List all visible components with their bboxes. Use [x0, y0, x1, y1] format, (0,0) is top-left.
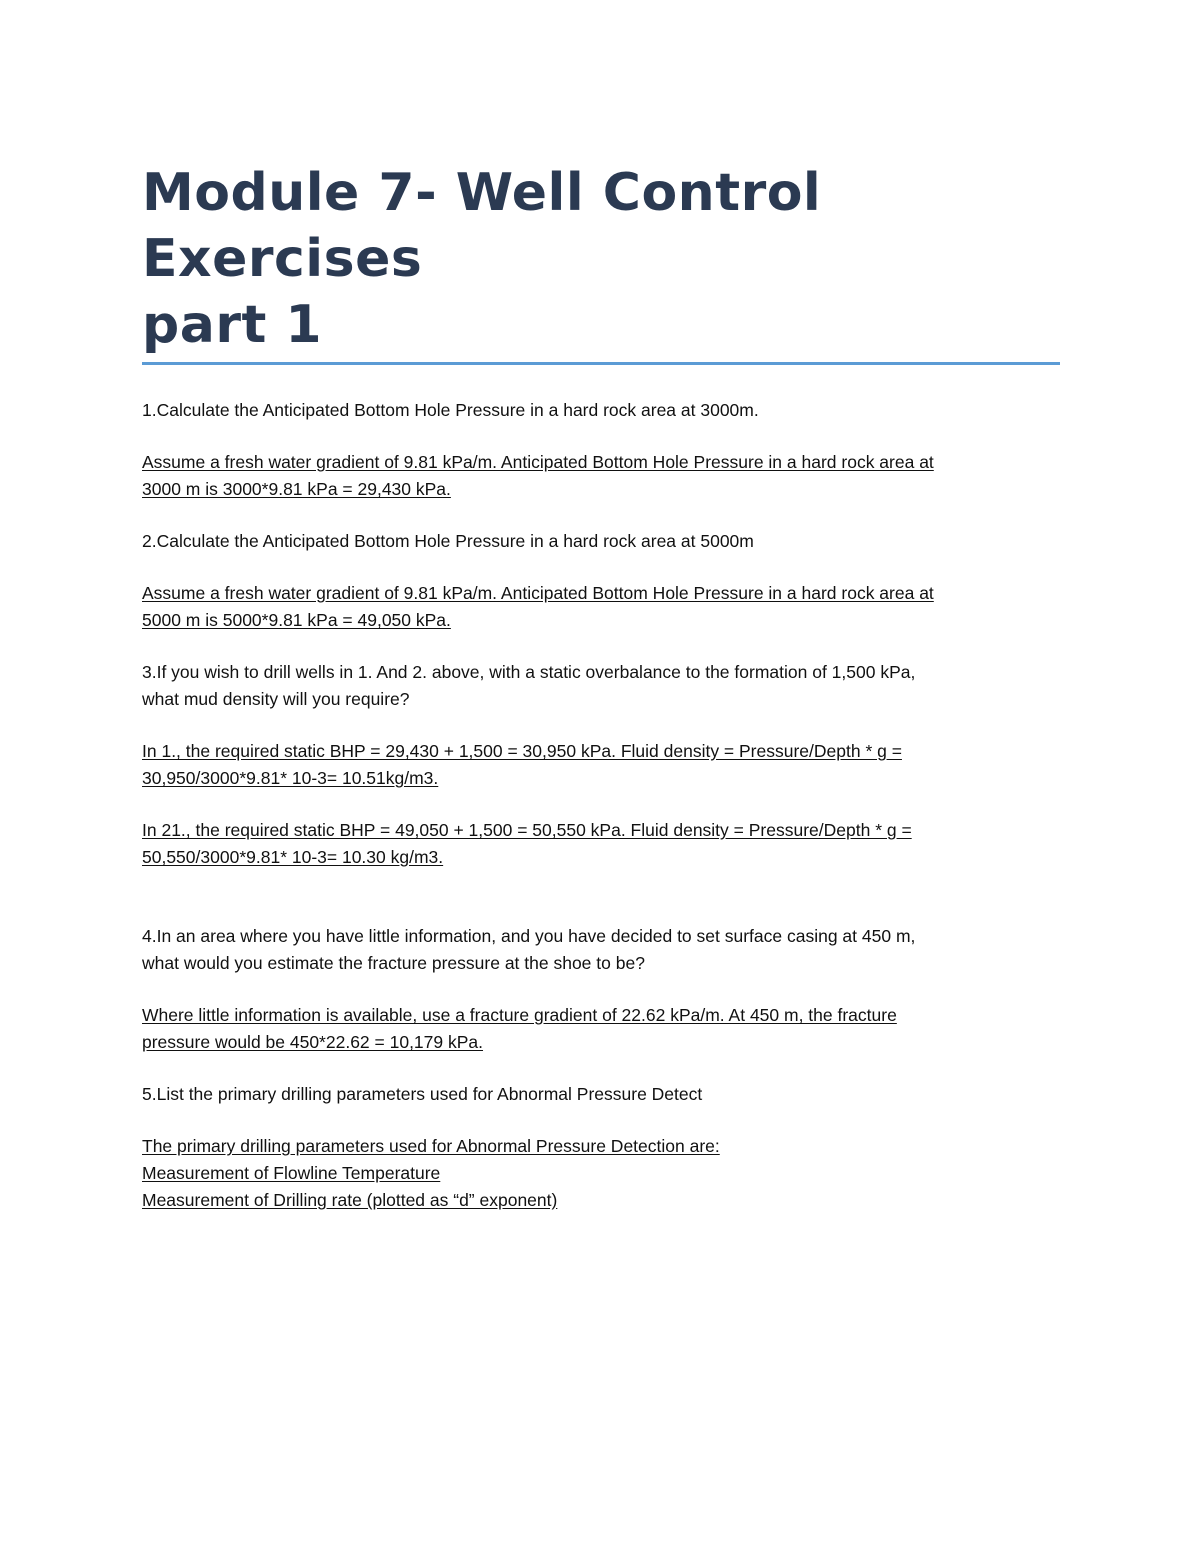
question-4-line-1: 4.In an area where you have little information, and you have decided to set surface casing at 450 m, — [142, 926, 916, 946]
answer-5-line-2: Measurement of Flowline Temperature — [142, 1163, 441, 1183]
answer-5-line-1: The primary drilling parameters used for Abnormal Pressure Detection are: — [142, 1136, 720, 1156]
answer-3b-line-2: 50,550/3000*9.81* 10-3= 10.30 kg/m3. — [142, 847, 444, 867]
document-title — [142, 160, 1060, 358]
answer-3a — [142, 738, 1060, 792]
answer-3b — [142, 817, 1060, 871]
answer-1 — [142, 449, 1060, 503]
document-page — [142, 160, 1060, 1214]
answer-4 — [142, 1002, 1060, 1056]
question-3-line-2: what mud density will you require? — [142, 689, 410, 709]
title-line-1: Module 7- Well Control Exercises — [142, 163, 822, 289]
answer-2-line-1: Assume a fresh water gradient of 9.81 kPa/m. Anticipated Bottom Hole Pressure in a hard rock area at — [142, 583, 934, 603]
answer-5-line-3: Measurement of Drilling rate (plotted as “d” exponent) — [142, 1190, 558, 1210]
answer-4-line-2: pressure would be 450*22.62 = 10,179 kPa. — [142, 1032, 484, 1052]
question-1: 1.Calculate the Anticipated Bottom Hole Pressure in a hard rock area at 3000m. — [142, 400, 759, 420]
title-line-2: part 1 — [142, 295, 323, 355]
question-5: 5.List the primary drilling parameters used for Abnormal Pressure Detect — [142, 1084, 703, 1104]
question-2: 2.Calculate the Anticipated Bottom Hole Pressure in a hard rock area at 5000m — [142, 531, 754, 551]
question-3 — [142, 659, 1060, 713]
question-4-line-2: what would you estimate the fracture pressure at the shoe to be? — [142, 953, 645, 973]
title-divider — [142, 362, 1060, 365]
answer-2 — [142, 580, 1060, 634]
answer-3a-line-2: 30,950/3000*9.81* 10-3= 10.51kg/m3. — [142, 768, 439, 788]
question-4 — [142, 923, 1060, 977]
answer-4-line-1: Where little information is available, use a fracture gradient of 22.62 kPa/m. At 450 m, the fracture — [142, 1005, 897, 1025]
answer-3b-line-1: In 21., the required static BHP = 49,050 + 1,500 = 50,550 kPa. Fluid density = Pressure/Depth * g = — [142, 820, 912, 840]
answer-3a-line-1: In 1., the required static BHP = 29,430 + 1,500 = 30,950 kPa. Fluid density = Pressure/Depth * g = — [142, 741, 902, 761]
question-3-line-1: 3.If you wish to drill wells in 1. And 2. above, with a static overbalance to the formation of 1,500 kPa, — [142, 662, 916, 682]
answer-5 — [142, 1133, 1060, 1214]
answer-1-line-1: Assume a fresh water gradient of 9.81 kPa/m. Anticipated Bottom Hole Pressure in a hard rock area at — [142, 452, 934, 472]
answer-1-line-2: 3000 m is 3000*9.81 kPa = 29,430 kPa. — [142, 479, 451, 499]
answer-2-line-2: 5000 m is 5000*9.81 kPa = 49,050 kPa. — [142, 610, 451, 630]
